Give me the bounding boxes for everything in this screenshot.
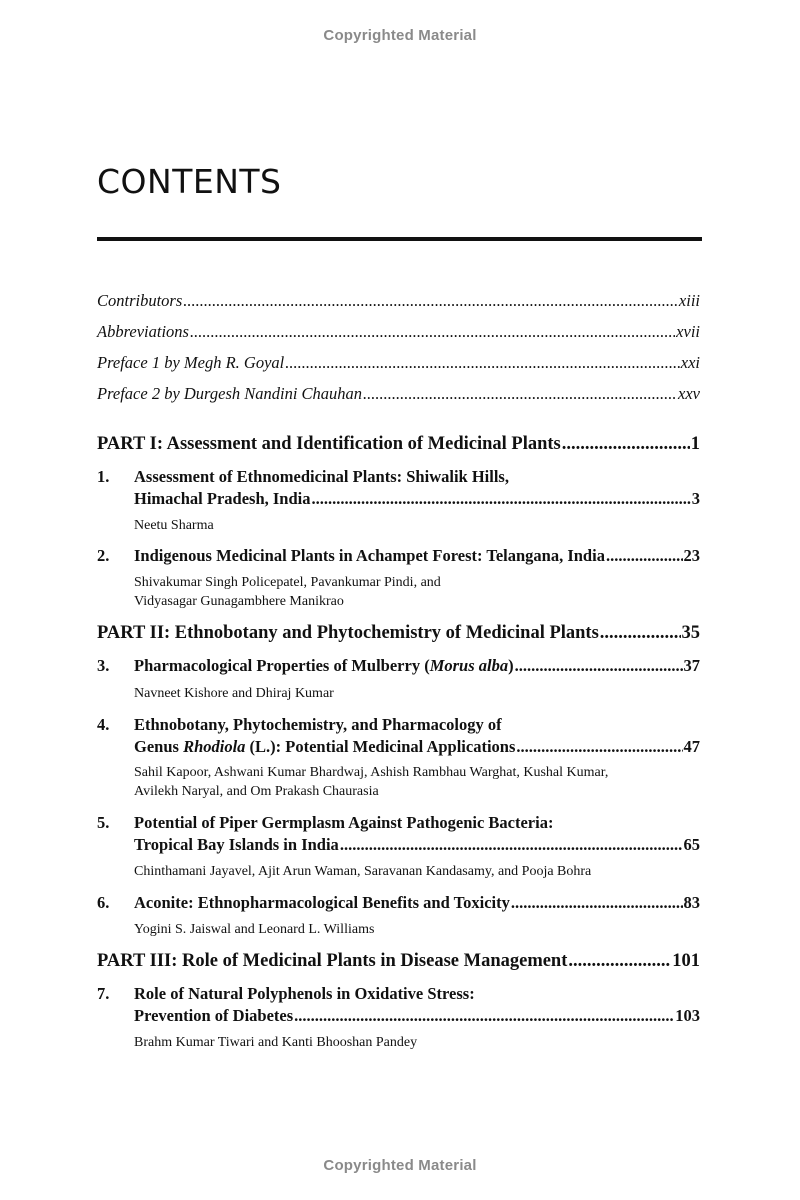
entry-title: Himachal Pradesh, India xyxy=(134,489,311,508)
leader-dots xyxy=(516,737,682,757)
page-title: CONTENTS xyxy=(97,162,282,201)
title-text: (L.): Potential Medicinal Applications xyxy=(245,737,516,756)
entry-page: 103 xyxy=(675,1006,700,1025)
toc-part-3[interactable] xyxy=(97,951,700,977)
chapter-number: 4. xyxy=(97,715,110,734)
chapter-5-title-line2[interactable] xyxy=(134,835,700,855)
entry-page: 23 xyxy=(683,546,700,565)
chapter-7-authors xyxy=(134,1033,694,1052)
entry-page: xvii xyxy=(676,322,700,341)
title-text: Pharmacological Properties of Mulberry ( xyxy=(134,656,430,675)
entry-page: 83 xyxy=(683,893,700,912)
part-page: 35 xyxy=(681,623,700,643)
chapter-4-title-line2[interactable] xyxy=(134,737,700,757)
leader-dots xyxy=(363,384,677,404)
chapter-1-title-line1[interactable]: Assessment of Ethnomedicinal Plants: Shiwalik Hills, xyxy=(134,467,509,486)
toc-entry-preface-1[interactable] xyxy=(97,353,700,377)
title-text: Genus xyxy=(134,737,184,756)
authors-line: Sahil Kapoor, Ashwani Kumar Bhardwaj, Ashish Rambhau Warghat, Kushal Kumar, xyxy=(134,765,609,780)
authors-line: Shivakumar Singh Policepatel, Pavankumar Pindi, and xyxy=(134,575,441,590)
authors-line: Avilekh Naryal, and Om Prakash Chaurasia xyxy=(134,784,379,799)
leader-dots xyxy=(606,546,683,566)
authors-line: Navneet Kishore and Dhiraj Kumar xyxy=(134,686,334,701)
leader-dots xyxy=(190,322,675,342)
entry-title xyxy=(134,737,515,757)
chapter-number: 2. xyxy=(97,546,110,565)
leader-dots xyxy=(294,1006,674,1026)
entry-title: Preface 1 by Megh R. Goyal xyxy=(97,353,285,372)
chapter-3-authors xyxy=(134,684,694,703)
watermark-bottom: Copyrighted Material xyxy=(323,1157,477,1174)
entry-title: Prevention of Diabetes xyxy=(134,1006,294,1025)
leader-dots xyxy=(311,489,690,509)
toc-entry-contributors[interactable] xyxy=(97,291,700,315)
chapter-2-authors xyxy=(134,573,694,611)
chapter-number: 6. xyxy=(97,893,110,912)
entry-page: 65 xyxy=(683,835,700,854)
entry-title: Abbreviations xyxy=(97,322,189,341)
leader-dots xyxy=(562,434,690,455)
leader-dots xyxy=(600,623,681,644)
chapter-number: 5. xyxy=(97,813,110,832)
entry-page: 3 xyxy=(691,489,700,508)
leader-dots xyxy=(515,656,683,676)
toc-entry-preface-2[interactable] xyxy=(97,384,700,408)
entry-title xyxy=(134,656,514,676)
watermark-top: Copyrighted Material xyxy=(323,27,477,44)
chapter-5-authors xyxy=(134,862,694,881)
authors-line: Yogini S. Jaiswal and Leonard L. Williams xyxy=(134,922,375,937)
entry-title: Indigenous Medicinal Plants in Achampet Forest: Telangana, India xyxy=(134,546,605,565)
heading-rule xyxy=(97,237,702,241)
chapter-4-title-line1[interactable]: Ethnobotany, Phytochemistry, and Pharmacology of xyxy=(134,715,502,734)
chapter-2-title[interactable] xyxy=(134,546,700,566)
chapter-number: 7. xyxy=(97,984,110,1003)
entry-title: Preface 2 by Durgesh Nandini Chauhan xyxy=(97,384,363,403)
toc-part-1[interactable] xyxy=(97,434,700,460)
entry-title: Tropical Bay Islands in India xyxy=(134,835,339,854)
toc-entry-abbreviations[interactable] xyxy=(97,322,700,346)
part-title: PART II: Ethnobotany and Phytochemistry of Medicinal Plants xyxy=(97,623,599,643)
chapter-7-title-line2[interactable] xyxy=(134,1006,700,1026)
chapter-7-title-line1[interactable]: Role of Natural Polyphenols in Oxidative Stress: xyxy=(134,984,475,1003)
authors-line: Chinthamani Jayavel, Ajit Arun Waman, Saravanan Kandasamy, and Pooja Bohra xyxy=(134,864,592,879)
entry-title: Aconite: Ethnopharmacological Benefits and Toxicity xyxy=(134,893,510,912)
leader-dots xyxy=(183,291,678,311)
authors-line: Brahm Kumar Tiwari and Kanti Bhooshan Pandey xyxy=(134,1035,418,1050)
chapter-number: 1. xyxy=(97,467,110,486)
part-title: PART III: Role of Medicinal Plants in Disease Management xyxy=(97,951,568,971)
leader-dots xyxy=(340,835,683,855)
title-italic: Morus alba xyxy=(429,656,509,675)
entry-title: Contributors xyxy=(97,291,183,310)
entry-page: 37 xyxy=(683,656,700,675)
chapter-4-authors xyxy=(134,763,694,801)
entry-page: xxv xyxy=(678,384,700,403)
chapter-3-title[interactable] xyxy=(134,656,700,676)
chapter-number: 3. xyxy=(97,656,110,675)
part-page: 101 xyxy=(672,951,700,971)
chapter-6-authors xyxy=(134,920,694,939)
leader-dots xyxy=(285,353,680,373)
chapter-5-title-line1[interactable]: Potential of Piper Germplasm Against Pathogenic Bacteria: xyxy=(134,813,554,832)
authors-line: Neetu Sharma xyxy=(134,518,214,533)
title-text: ) xyxy=(508,656,514,675)
entry-page: 47 xyxy=(683,737,700,756)
toc-part-2[interactable] xyxy=(97,623,700,649)
title-italic: Rhodiola xyxy=(183,737,246,756)
chapter-1-title-line2[interactable] xyxy=(134,489,700,509)
leader-dots xyxy=(511,893,683,913)
authors-line: Vidyasagar Gunagambhere Manikrao xyxy=(134,594,344,609)
entry-page: xxi xyxy=(680,353,700,372)
leader-dots xyxy=(568,951,671,972)
entry-page: xiii xyxy=(678,291,700,310)
chapter-1-authors xyxy=(134,516,694,535)
chapter-6-title[interactable] xyxy=(134,893,700,913)
part-page: 1 xyxy=(690,434,700,454)
part-title: PART I: Assessment and Identification of Medicinal Plants xyxy=(97,434,561,454)
